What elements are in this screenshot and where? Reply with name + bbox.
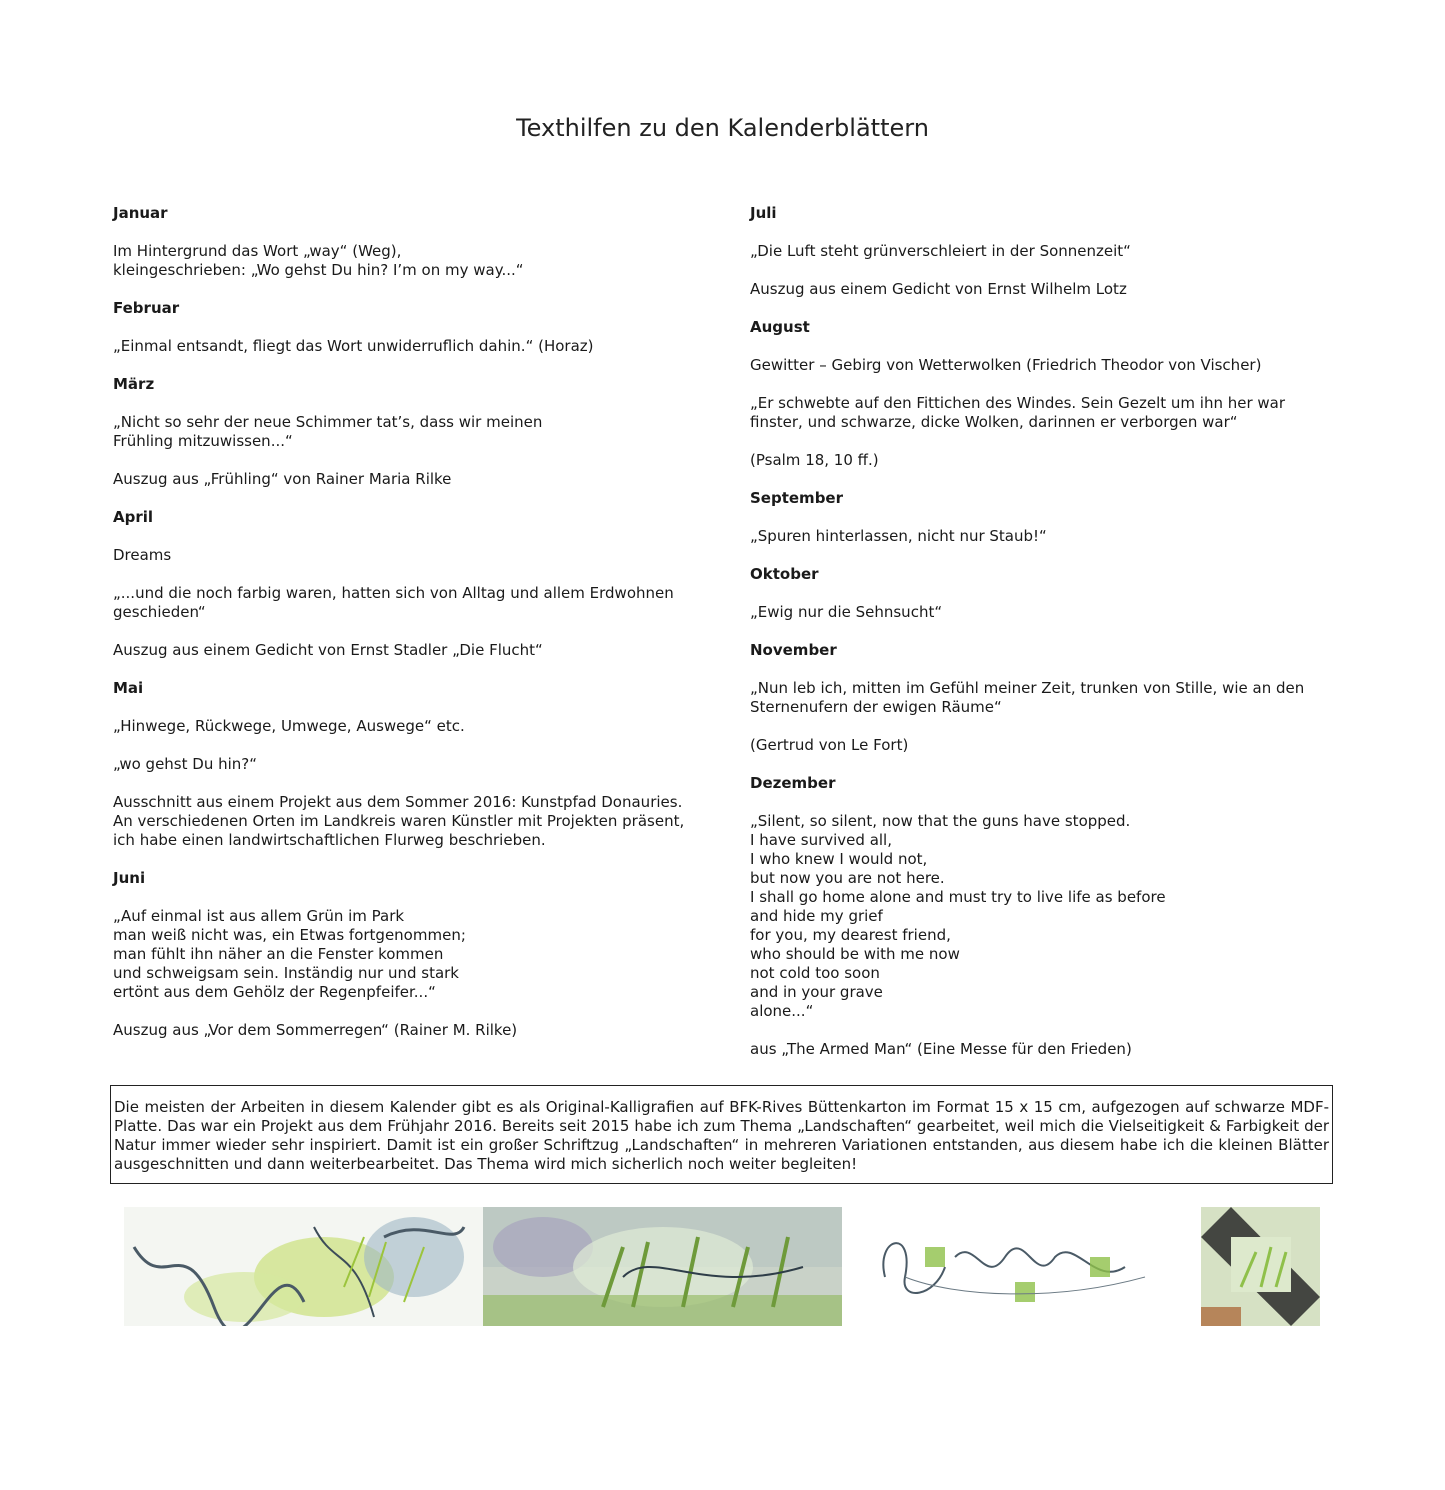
month-section-maerz bbox=[113, 375, 713, 489]
month-text: Auszug aus „Frühling“ von Rainer Maria Rilke bbox=[113, 470, 452, 488]
month-text: Im Hintergrund das Wort „way“ (Weg), kleingeschrieben: „Wo gehst Du hin? I’m on my way...“ bbox=[113, 242, 524, 279]
month-section-september bbox=[750, 489, 1350, 546]
month-heading: Juni bbox=[113, 869, 146, 887]
month-text: aus „The Armed Man“ (Eine Messe für den Frieden) bbox=[750, 1040, 1132, 1058]
artwork-image-3 bbox=[875, 1207, 1157, 1326]
month-text: „Nun leb ich, mitten im Gefühl meiner Zeit, trunken von Stille, wie an den Sternenufern der ewigen Räume“ bbox=[750, 679, 1305, 716]
artwork-image-1 bbox=[124, 1207, 483, 1326]
info-box: Die meisten der Arbeiten in diesem Kalender gibt es als Original-Kalligrafien auf BFK-Rives Büttenkarton im Format 15 x 15 cm, aufgezogen auf schwarze MDF-Platte. Das war ein Projekt aus dem Frühjahr 2016. Bereits seit 2015 habe ich zum Thema „Landschaften“ gearbeitet, weil mich die Vielseitigkeit & Farbigkeit der Natur immer wieder sehr inspiriert. Damit ist ein großer Schriftzug „Landschaften“ in mehreren Variationen entstanden, aus diesem habe ich die kleinen Blätter ausgeschnitten und dann weiterbearbeitet. Das Thema wird mich sicherlich noch weiter begleiten! bbox=[110, 1085, 1333, 1184]
month-text: Auszug aus einem Gedicht von Ernst Wilhelm Lotz bbox=[750, 280, 1127, 298]
month-text: „Hinwege, Rückwege, Umwege, Auswege“ etc. bbox=[113, 717, 465, 735]
month-section-juni bbox=[113, 869, 713, 1040]
month-text: Auszug aus einem Gedicht von Ernst Stadler „Die Flucht“ bbox=[113, 641, 543, 659]
month-text: Auszug aus „Vor dem Sommerregen“ (Rainer M. Rilke) bbox=[113, 1021, 518, 1039]
month-heading: März bbox=[113, 375, 155, 393]
month-section-oktober bbox=[750, 565, 1350, 622]
month-text: Ausschnitt aus einem Projekt aus dem Sommer 2016: Kunstpfad Donauries. An verschiedenen Orten im Landkreis waren Künstler mit Projekten präsent, ich habe einen landwirtschaftlichen Flurweg beschrieben. bbox=[113, 793, 685, 849]
page-title: Texthilfen zu den Kalenderblättern bbox=[516, 114, 929, 142]
month-text: „Ewig nur die Sehnsucht“ bbox=[750, 603, 943, 621]
month-heading: Mai bbox=[113, 679, 144, 697]
month-section-august bbox=[750, 318, 1350, 470]
month-heading: Januar bbox=[113, 204, 168, 222]
month-section-februar bbox=[113, 299, 713, 356]
month-text: „Silent, so silent, now that the guns have stopped. I have survived all, I who knew I would not, but now you are not here. I shall go home alone and must try to live life as before and hide my grief for you, my dearest friend, who should be with me now not cold too soon and in your grave alone...“ bbox=[750, 812, 1166, 1020]
month-text: (Gertrud von Le Fort) bbox=[750, 736, 909, 754]
month-text: „Auf einmal ist aus allem Grün im Park man weiß nicht was, ein Etwas fortgenommen; man fühlt ihn näher an die Fenster kommen und schweigsam sein. Inständig nur und stark ertönt aus dem Gehölz der Regenpfeifer...“ bbox=[113, 907, 466, 1001]
month-heading: Juli bbox=[750, 204, 777, 222]
month-section-november bbox=[750, 641, 1350, 755]
month-heading: November bbox=[750, 641, 837, 659]
month-section-januar bbox=[113, 204, 713, 280]
month-text: „Einmal entsandt, fliegt das Wort unwiderruflich dahin.“ (Horaz) bbox=[113, 337, 594, 355]
artwork-image-4 bbox=[1201, 1207, 1320, 1326]
month-heading: April bbox=[113, 508, 154, 526]
month-text: „Nicht so sehr der neue Schimmer tat’s, dass wir meinen Frühling mitzuwissen...“ bbox=[113, 413, 543, 450]
right-column bbox=[750, 204, 1350, 1078]
month-heading: Februar bbox=[113, 299, 180, 317]
month-text: Dreams bbox=[113, 546, 172, 564]
month-text: „wo gehst Du hin?“ bbox=[113, 755, 258, 773]
month-heading: Oktober bbox=[750, 565, 819, 583]
month-text: „Er schwebte auf den Fittichen des Windes. Sein Gezelt um ihn her war finster, und schwarze, dicke Wolken, darinnen er verborgen war“ bbox=[750, 394, 1286, 431]
left-column bbox=[113, 204, 713, 1059]
month-text: „Die Luft steht grünverschleiert in der Sonnenzeit“ bbox=[750, 242, 1131, 260]
month-text: (Psalm 18, 10 ff.) bbox=[750, 451, 879, 469]
month-section-april bbox=[113, 508, 713, 660]
month-text: „Spuren hinterlassen, nicht nur Staub!“ bbox=[750, 527, 1047, 545]
month-section-dezember bbox=[750, 774, 1350, 1059]
month-section-juli bbox=[750, 204, 1350, 299]
month-heading: Dezember bbox=[750, 774, 836, 792]
month-section-mai bbox=[113, 679, 713, 850]
month-text: „...und die noch farbig waren, hatten sich von Alltag und allem Erdwohnen geschieden“ bbox=[113, 584, 674, 621]
month-text: Gewitter – Gebirg von Wetterwolken (Friedrich Theodor von Vischer) bbox=[750, 356, 1262, 374]
month-heading: August bbox=[750, 318, 810, 336]
artwork-image-2 bbox=[483, 1207, 842, 1326]
month-heading: September bbox=[750, 489, 843, 507]
